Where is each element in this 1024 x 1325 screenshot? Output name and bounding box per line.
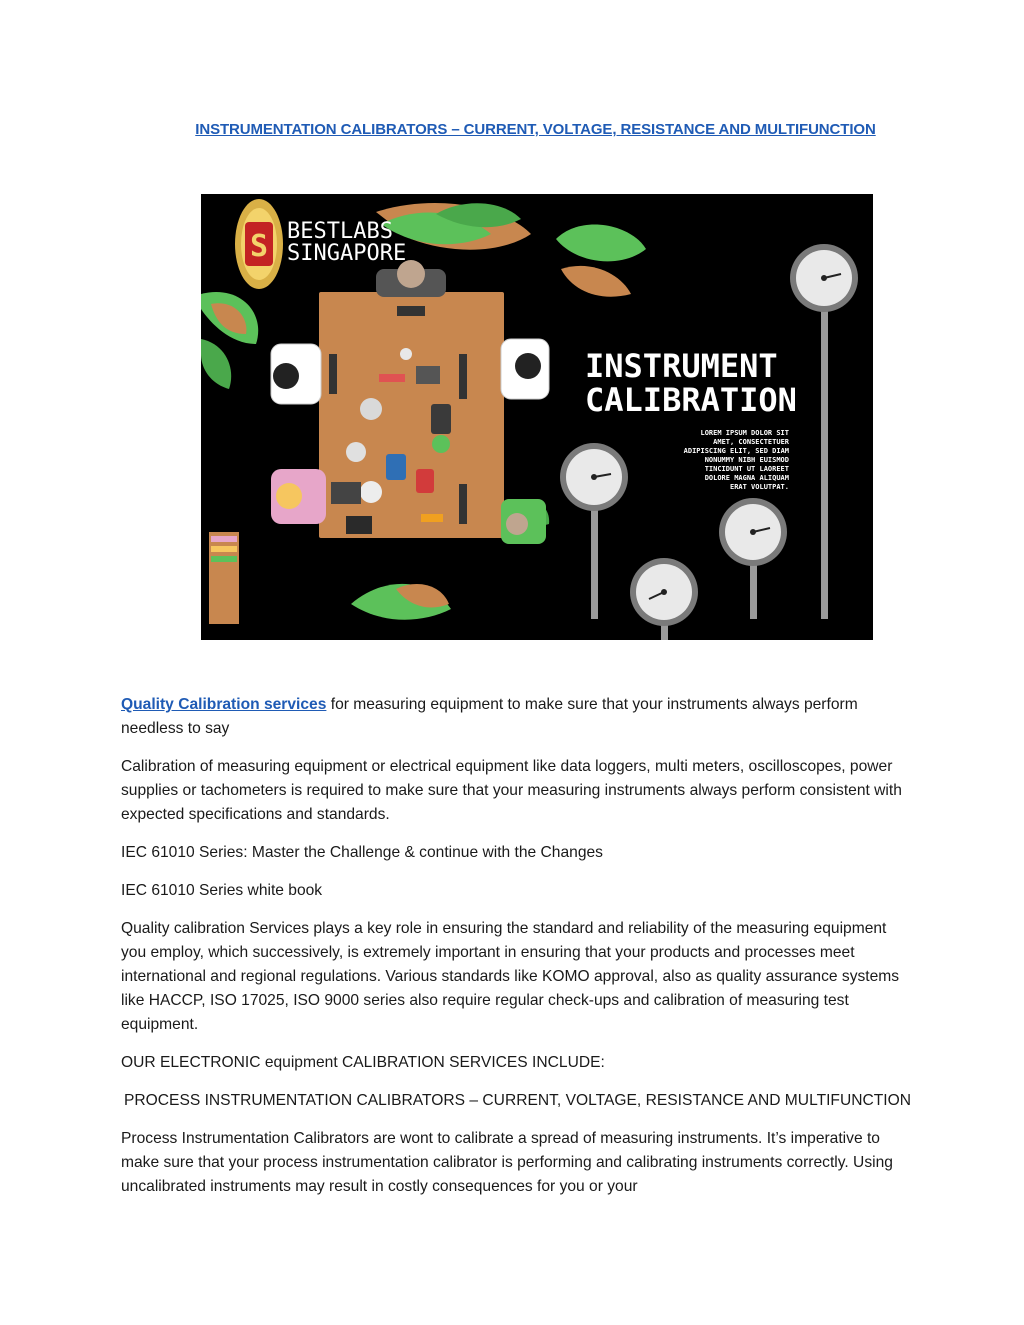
paragraph: OUR ELECTRONIC equipment CALIBRATION SERVICES INCLUDE: — [121, 1054, 605, 1071]
title-link[interactable]: INSTRUMENTATION CALIBRATORS – CURRENT, VOLTAGE, RESISTANCE AND MULTIFUNCTION — [195, 121, 876, 138]
paragraph: Process Instrumentation Calibrators are wont to calibrate a spread of measuring instruments. It’s imperative to make sure that your process instrumentation calibrator is performing and calibrating instruments correctly. Using uncalibrated instruments may result in costly consequences for you or your — [121, 1130, 893, 1195]
page-title — [0, 121, 1024, 138]
hero-heading-line-1: INSTRUMENT — [585, 347, 778, 385]
paragraph: IEC 61010 Series white book — [121, 882, 323, 899]
paragraph: Calibration of measuring equipment or electrical equipment like data loggers, multi meters, oscilloscopes, power supplies or tachometers is required to make sure that your measuring instruments always perform consistent with expected specifications and standards. — [121, 758, 902, 823]
lorem-line: NONUMMY NIBH EUISMOD — [704, 456, 789, 464]
paragraph — [121, 693, 911, 741]
paragraph: IEC 61010 Series: Master the Challenge & continue with the Changes — [121, 844, 603, 861]
logo-line-1: BESTLABS — [287, 219, 393, 244]
quality-calibration-link[interactable]: Quality Calibration services — [121, 696, 327, 713]
paragraph-text: for measuring equipment to make sure that your instruments always perform needless to say — [121, 696, 858, 737]
lorem-line: DOLORE MAGNA ALIQUAM — [704, 474, 789, 482]
lorem-line: LOREM IPSUM DOLOR SIT — [700, 429, 789, 437]
logo-line-2: SINGAPORE — [287, 241, 407, 266]
side-shelf — [209, 532, 239, 624]
lorem-line: ADIPISCING ELIT, SED DIAM — [683, 447, 789, 455]
article-body — [121, 693, 911, 1213]
lorem-line: AMET, CONSECTETUER — [713, 438, 789, 446]
hero-heading-line-2: CALIBRATION — [585, 381, 797, 419]
paragraph: PROCESS INSTRUMENTATION CALIBRATORS – CURRENT, VOLTAGE, RESISTANCE AND MULTIFUNCTION — [124, 1092, 911, 1109]
instrument-calibration-illustration — [201, 194, 873, 640]
logo-letter: S — [249, 229, 269, 264]
lorem-line: TINCIDUNT UT LAOREET — [704, 465, 789, 473]
lorem-line: ERAT VOLUTPAT. — [729, 483, 789, 491]
paragraph: Quality calibration Services plays a key role in ensuring the standard and reliability of the measuring equipment you employ, which successively, is extremely important in ensuring that your products and processes meet international and regional regulations. Various standards like KOMO approval, also as quality assurance systems like HACCP, ISO 17025, ISO 9000 series also require regular check-ups and calibration of measuring test equipment. — [121, 920, 900, 1033]
hero-image — [201, 194, 873, 640]
